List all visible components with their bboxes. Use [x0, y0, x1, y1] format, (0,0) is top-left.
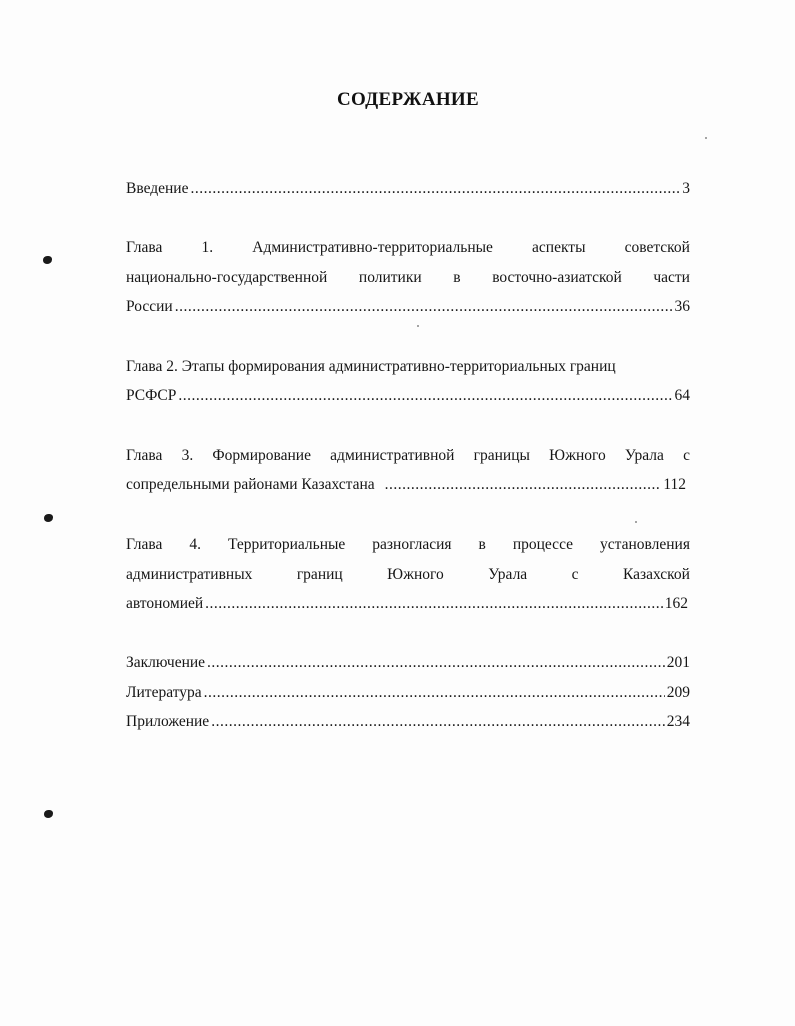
toc-label: РСФСР — [126, 387, 177, 404]
word: установления — [599, 536, 690, 553]
toc-label: Литература — [126, 684, 202, 701]
dot-leader — [175, 297, 673, 317]
word: 4. — [189, 536, 201, 553]
dot-leader — [207, 653, 665, 673]
scan-speck — [705, 137, 707, 139]
toc-entry-chapter3-line2 — [126, 475, 686, 495]
toc-page-number: 234 — [666, 713, 690, 730]
word: Южного — [549, 447, 606, 464]
dot-leader — [190, 179, 680, 199]
word: Южного — [387, 566, 444, 583]
toc-entry-chapter2-line2 — [126, 386, 690, 406]
scan-smudge — [44, 514, 53, 522]
toc-label: Заключение — [126, 654, 206, 671]
toc-label: Глава 2. Этапы формирования административно-территориальных границ — [126, 358, 616, 375]
toc-label: сопредельными районами Казахстана — [126, 476, 375, 493]
word: процессе — [512, 536, 574, 553]
dot-leader — [385, 475, 662, 495]
word: 3. — [181, 447, 194, 464]
scan-speck — [635, 521, 637, 523]
word: Урала — [488, 566, 528, 583]
toc-page-number: 36 — [674, 298, 690, 315]
word: административной — [330, 447, 455, 464]
word: с — [571, 566, 579, 583]
toc-label: автономией — [126, 595, 204, 612]
toc-page-number: 201 — [666, 654, 690, 671]
word: с — [683, 447, 690, 464]
scan-speck — [417, 325, 419, 327]
word: восточно-азиатской — [492, 269, 622, 286]
word: в — [453, 269, 461, 286]
word: Глава — [126, 447, 163, 464]
word: границы — [473, 447, 530, 464]
toc-page-number: 112 — [663, 476, 686, 493]
toc-page-number: 162 — [664, 595, 688, 612]
toc-entry-conclusion — [126, 653, 690, 673]
toc-entry-chapter4-line3 — [126, 594, 688, 614]
word: части — [653, 269, 690, 286]
toc-page-number: 3 — [682, 180, 690, 197]
toc-entry-introduction — [126, 179, 690, 199]
scan-smudge — [43, 256, 52, 264]
toc-entry-chapter4-line2 — [126, 565, 690, 585]
word: границ — [296, 566, 343, 583]
toc-entry-chapter4-line1 — [126, 535, 690, 555]
word: Территориальные — [227, 536, 346, 553]
toc-label: Приложение — [126, 713, 210, 730]
toc-entry-chapter1-line3 — [126, 297, 690, 317]
word: Глава — [126, 536, 163, 553]
toc-label: Введение — [126, 180, 189, 197]
dot-leader — [205, 594, 663, 614]
word: разногласия — [372, 536, 452, 553]
dot-leader — [211, 712, 665, 732]
toc-entry-appendix — [126, 712, 690, 732]
word: 1. — [201, 239, 214, 256]
toc-page-number: 209 — [666, 684, 690, 701]
word: Формирование — [212, 447, 311, 464]
toc-entry-chapter1-line1 — [126, 238, 690, 258]
word: политики — [358, 269, 422, 286]
toc-entry-chapter2-line1 — [126, 357, 690, 377]
toc-label: России — [126, 298, 173, 315]
toc-entry-literature — [126, 683, 690, 703]
toc-entry-chapter1-line2 — [126, 268, 690, 288]
scan-smudge — [44, 810, 53, 818]
word: Административно-территориальные — [252, 239, 493, 256]
word: административных — [126, 566, 253, 583]
word: в — [478, 536, 486, 553]
dot-leader — [178, 386, 672, 406]
word: Урала — [624, 447, 664, 464]
word: национально-государственной — [126, 269, 328, 286]
word: аспекты — [532, 239, 586, 256]
toc-entry-chapter3-line1 — [126, 446, 690, 466]
word: советской — [624, 239, 690, 256]
page-title: СОДЕРЖАНИЕ — [337, 89, 479, 110]
toc-page-number: 64 — [674, 387, 690, 404]
dot-leader — [204, 683, 665, 703]
word: Глава — [126, 239, 163, 256]
word: Казахской — [622, 566, 690, 583]
